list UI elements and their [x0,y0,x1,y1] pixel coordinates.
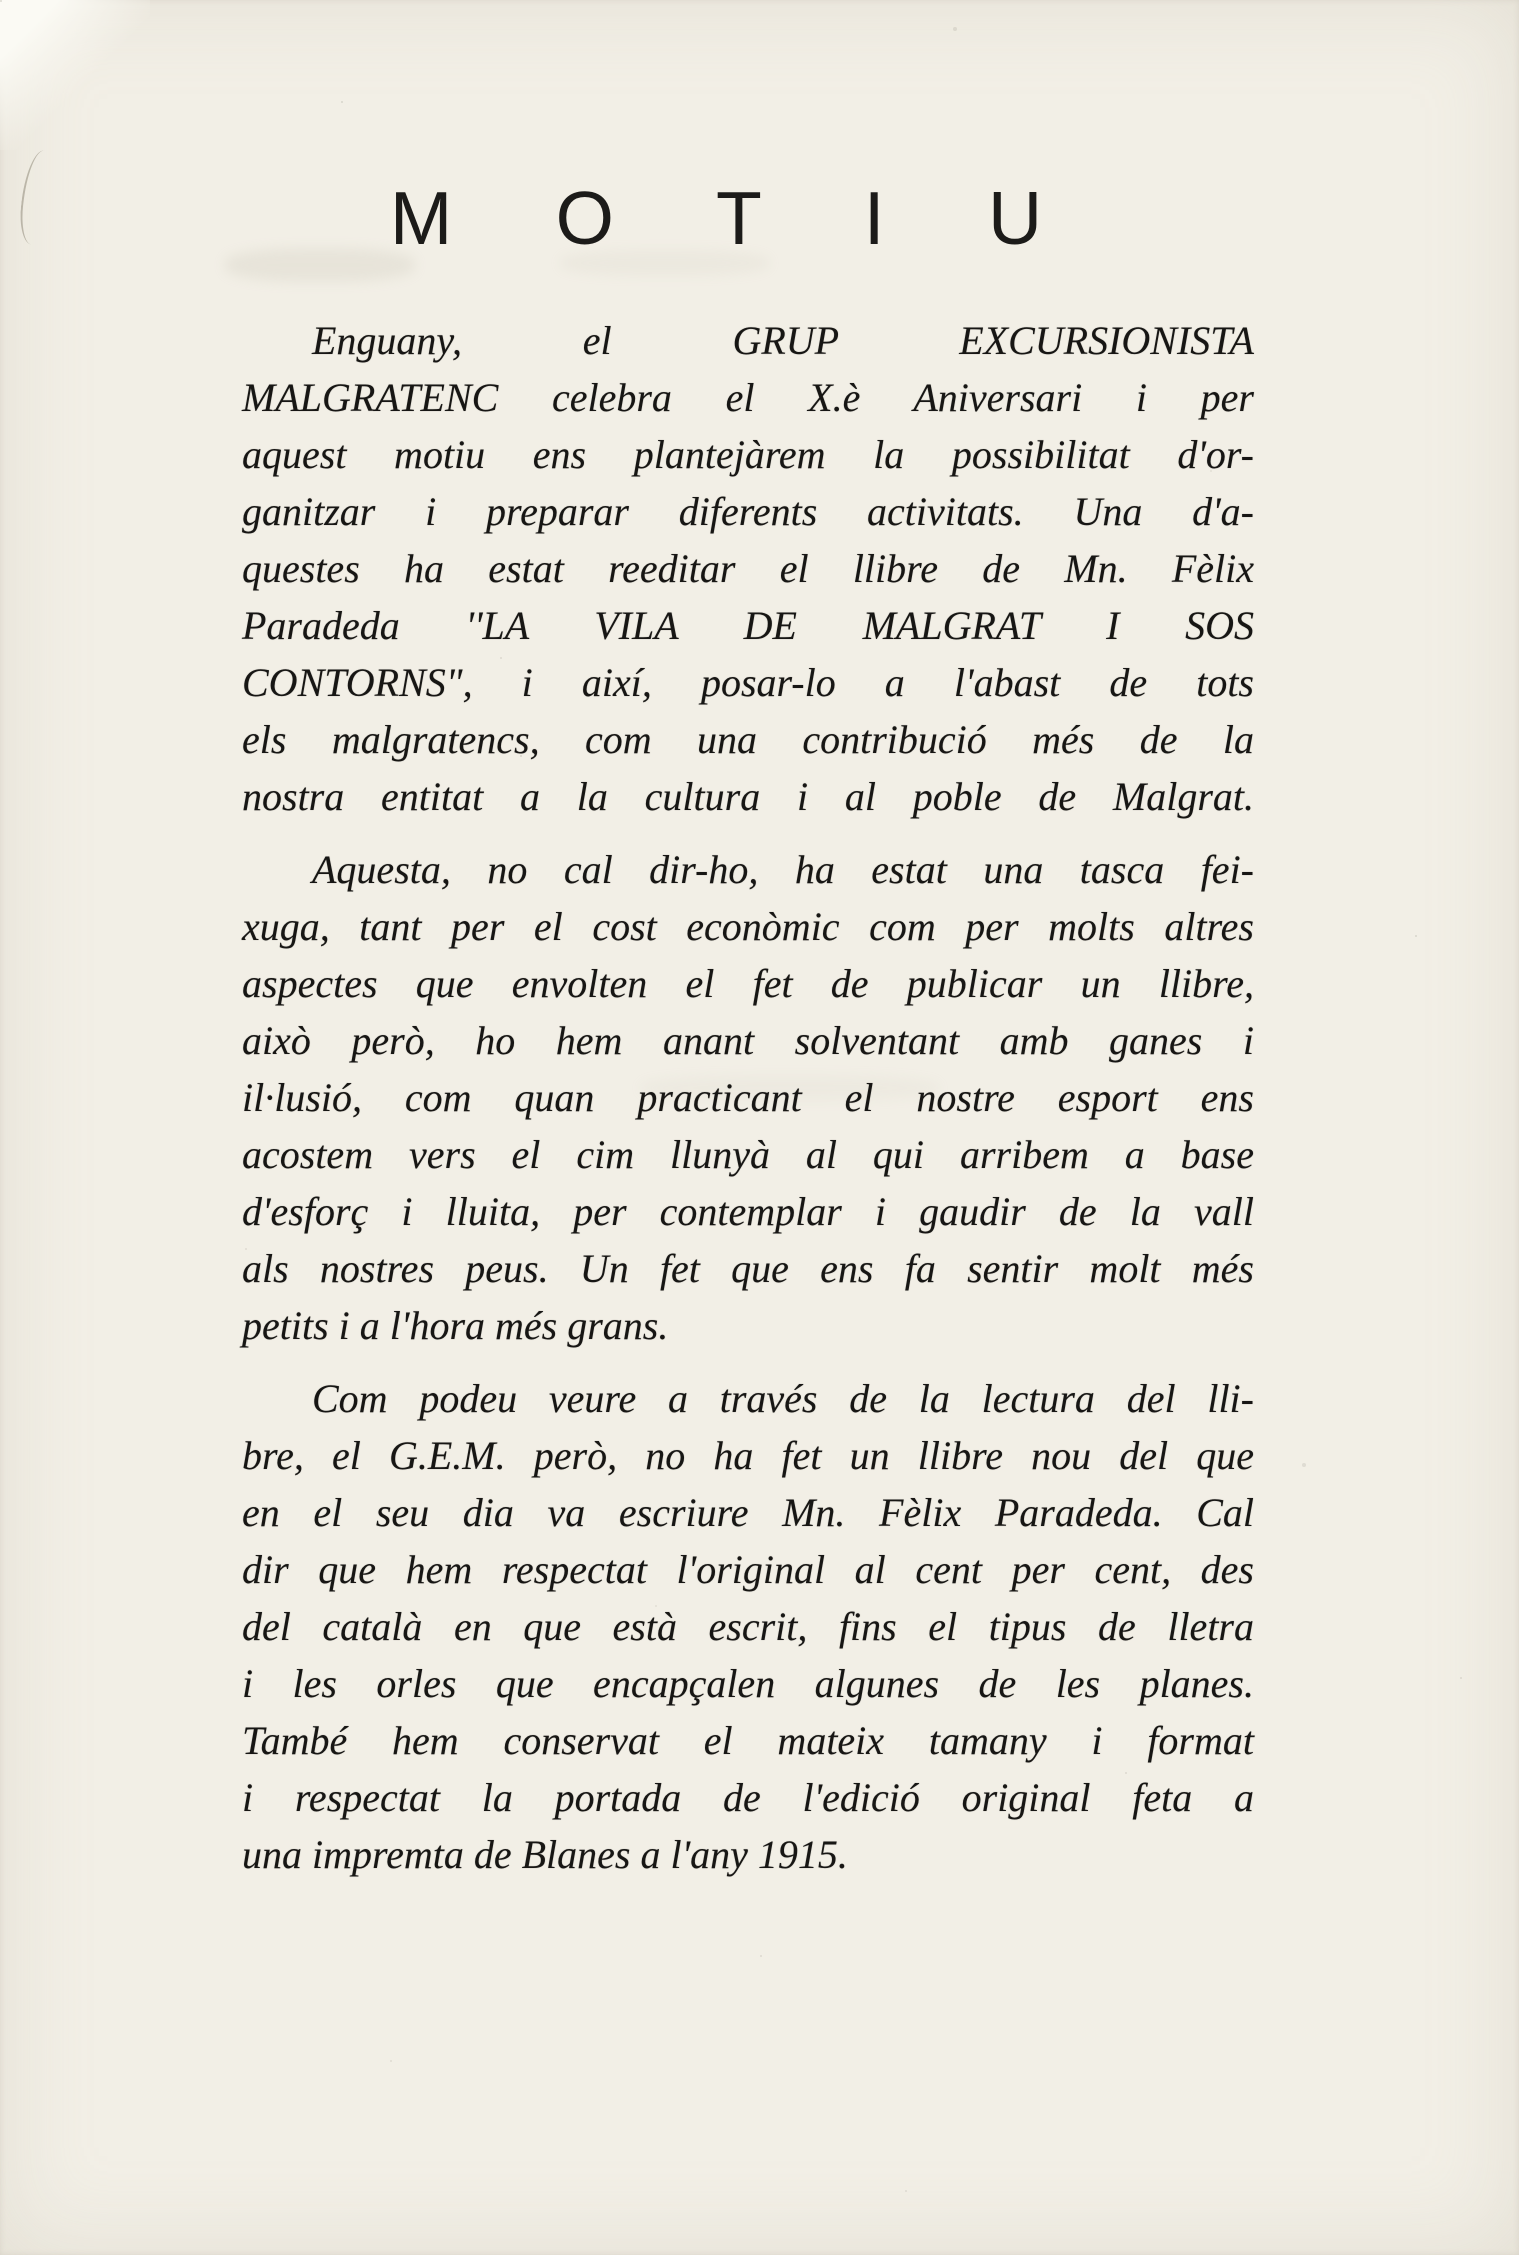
paragraph [242,312,1254,825]
text-line: i les orles que encapçalen algunes de les planes. [242,1661,1254,1706]
text-line: CONTORNS", i així, posar-lo a l'abast de tots [242,660,1254,705]
text-line: MALGRATENC celebra el X.è Aniversari i per [242,375,1254,420]
text-line: Aquesta, no cal dir-ho, ha estat una tasca fei- [312,847,1254,892]
text-line: bre, el G.E.M. però, no ha fet un llibre nou del que [242,1433,1254,1478]
text-line: Enguany, el GRUP EXCURSIONISTA [312,318,1254,363]
text-line: d'esforç i lluita, per contemplar i gaudir de la vall [242,1189,1254,1234]
paragraph [242,1370,1254,1883]
page-title: M O T I U [389,176,1084,260]
text-line: petits i a l'hora més grans. [242,1303,669,1348]
text-line: Paradeda ''LA VILA DE MALGRAT I SOS [242,603,1254,648]
text-line: xuga, tant per el cost econòmic com per molts altres [242,904,1254,949]
paragraph [242,841,1254,1354]
text-line: del català en que està escrit, fins el tipus de lletra [242,1604,1254,1649]
text-line: una impremta de Blanes a l'any 1915. [242,1832,848,1877]
text-line: dir que hem respectat l'original al cent per cent, des [242,1547,1254,1592]
text-line: També hem conservat el mateix tamany i format [242,1718,1254,1763]
text-line: Com podeu veure a través de la lectura del lli- [312,1376,1254,1421]
text-line: nostra entitat a la cultura i al poble de Malgrat. [242,774,1254,819]
text-line: aquest motiu ens plantejàrem la possibilitat d'or- [242,432,1254,477]
text-line: en el seu dia va escriure Mn. Fèlix Paradeda. Cal [242,1490,1254,1535]
text-line: aspectes que envolten el fet de publicar un llibre, [242,961,1254,1006]
text-line: als nostres peus. Un fet que ens fa sentir molt més [242,1246,1254,1291]
page-corner-artifact [0,0,150,150]
text-block [242,312,1254,1899]
text-line: il·lusió, com quan practicant el nostre esport ens [242,1075,1254,1120]
text-line: ganitzar i preparar diferents activitats. Una d'a- [242,489,1254,534]
text-line: els malgratencs, com una contribució més de la [242,717,1254,762]
text-line: i respectat la portada de l'edició original feta a [242,1775,1254,1820]
text-line: questes ha estat reeditar el llibre de Mn. Fèlix [242,546,1254,591]
text-line: això però, ho hem anant solventant amb ganes i [242,1018,1254,1063]
scan-hair-artifact [17,149,59,247]
text-line: acostem vers el cim llunyà al qui arribem a base [242,1132,1254,1177]
